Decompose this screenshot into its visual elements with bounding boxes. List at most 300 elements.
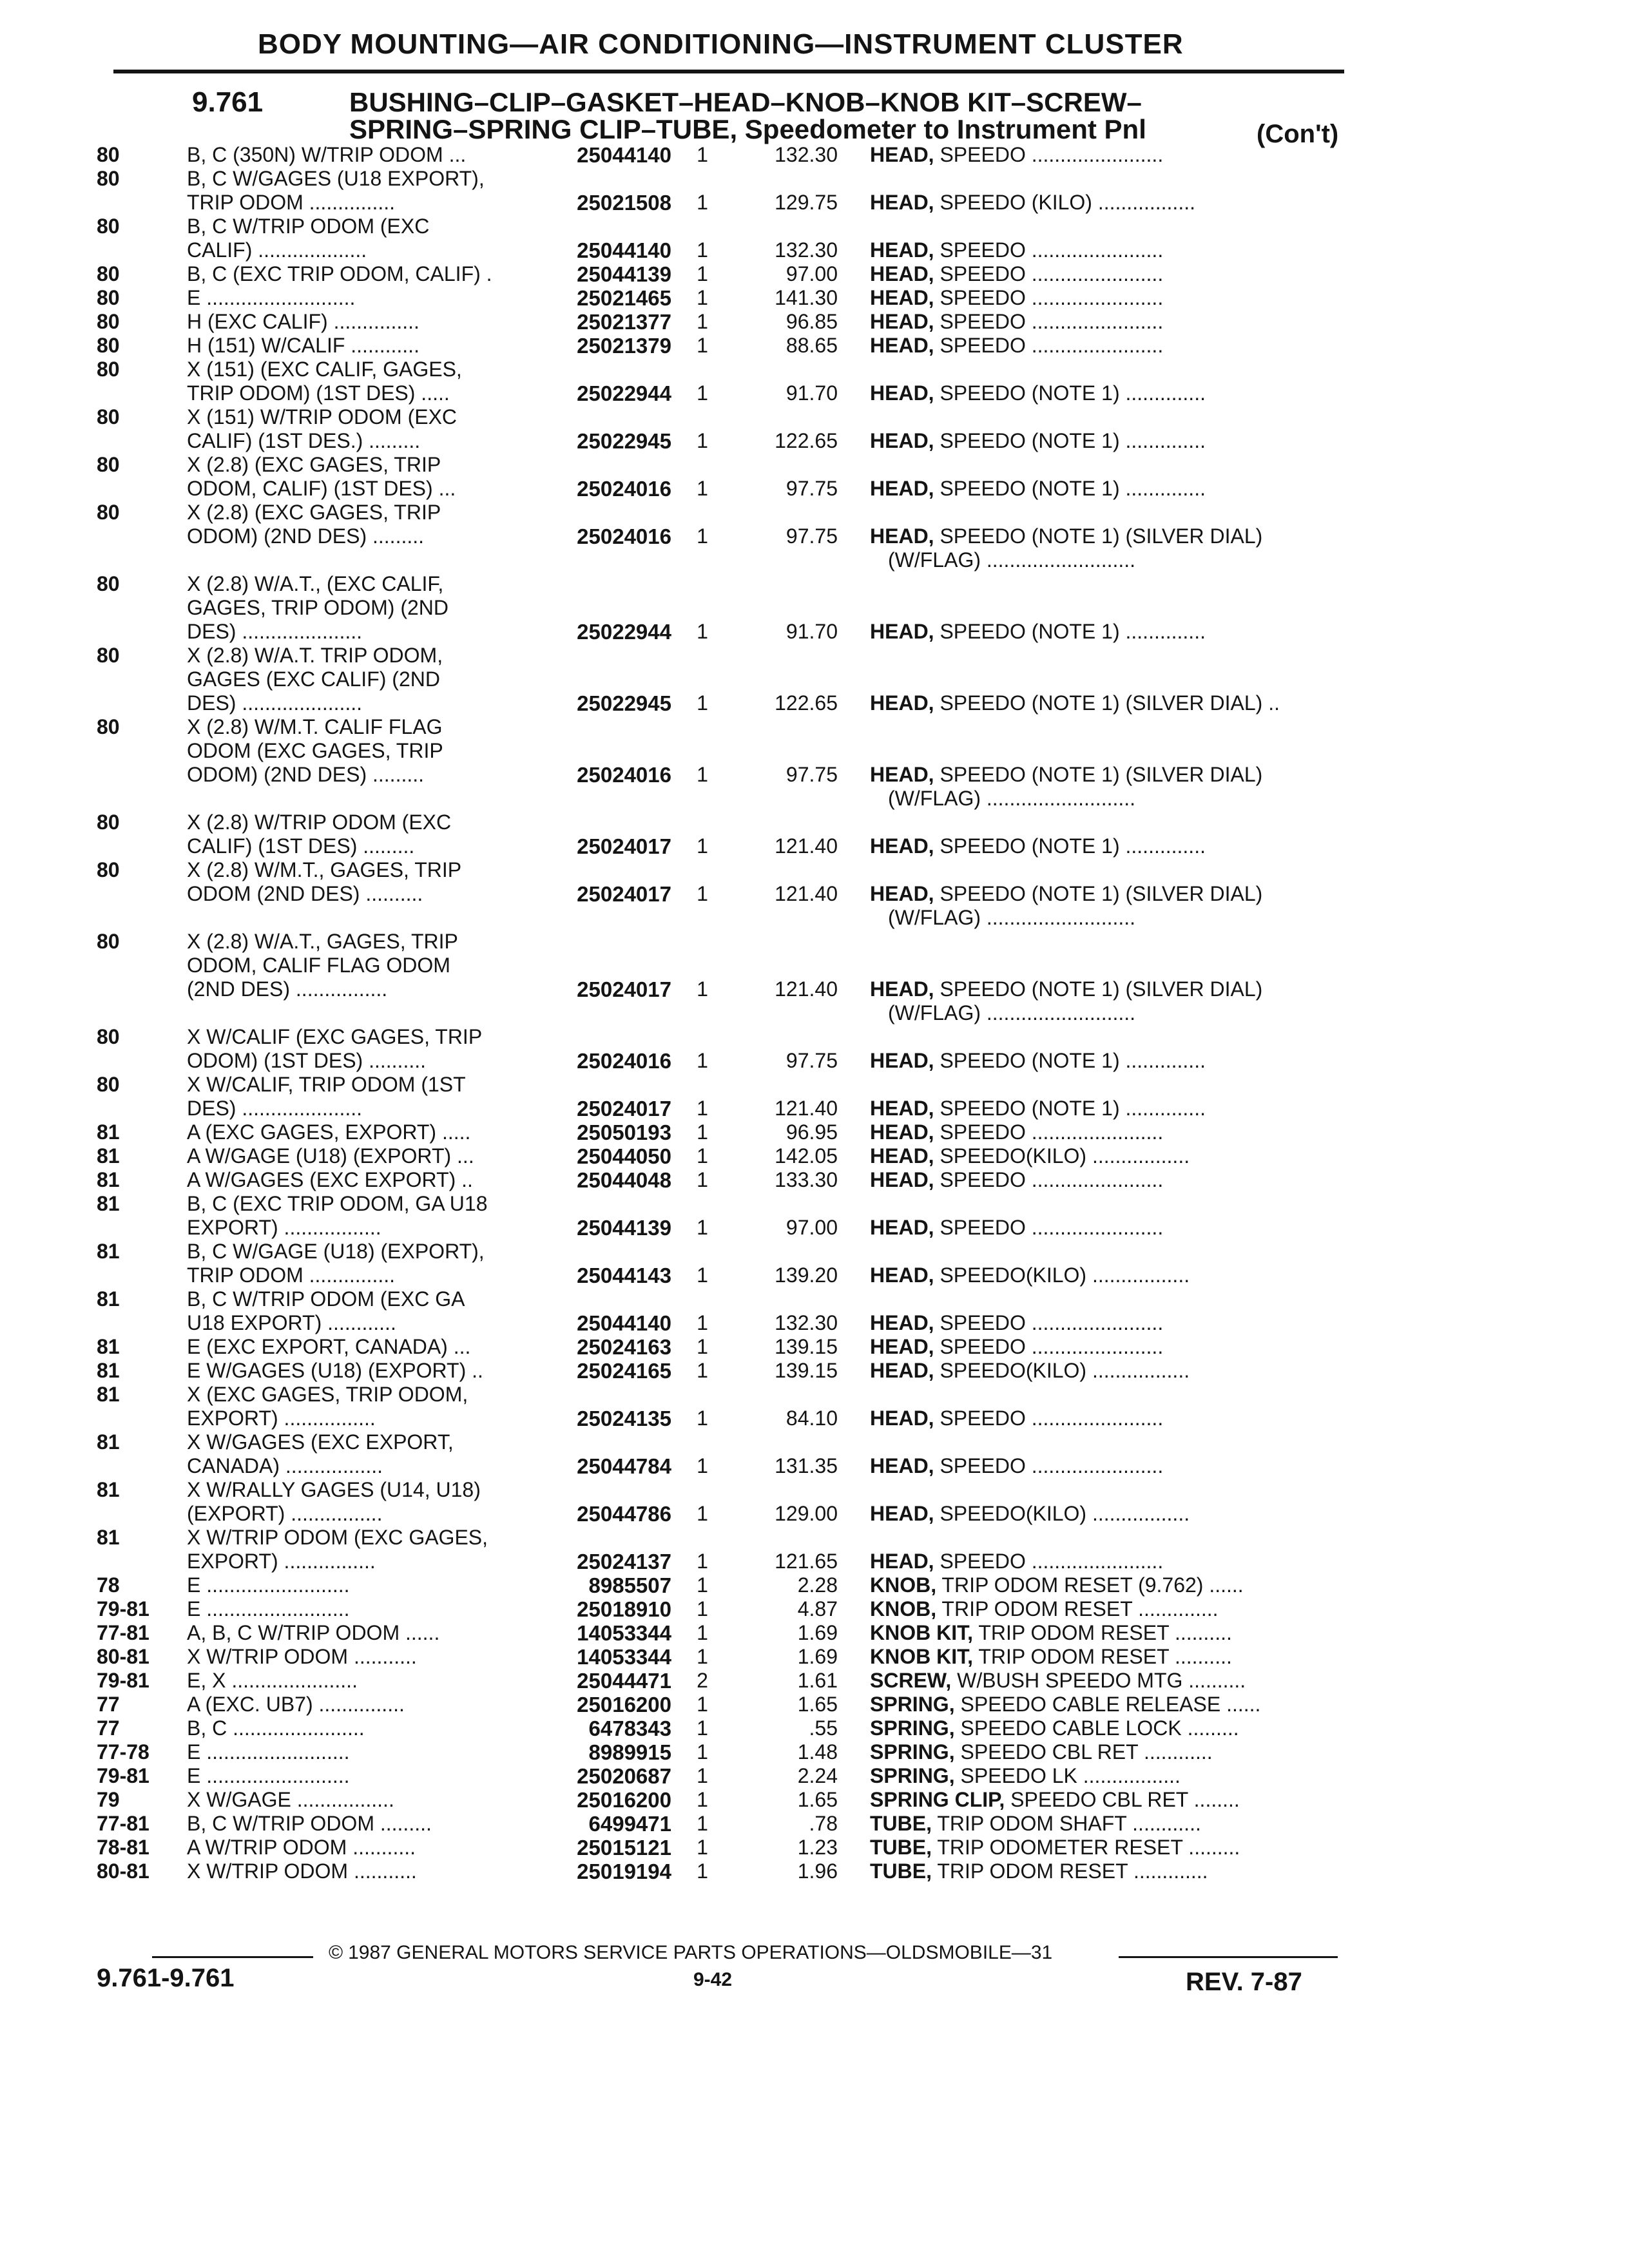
part-number: 25022944: [577, 620, 671, 644]
application-description: [187, 453, 535, 501]
part-name: [870, 310, 1334, 334]
application-description: [187, 1192, 535, 1240]
part-name-line: [870, 1311, 1334, 1335]
description-line: B, C W/TRIP ODOM (EXC GA: [187, 1287, 465, 1311]
part-number: 25024016: [577, 763, 671, 787]
price: 97.75: [786, 524, 838, 548]
application-description: [187, 1359, 535, 1383]
part-name: [870, 524, 1334, 572]
description-line: E .........................: [187, 1597, 350, 1620]
part-name-line: [870, 1597, 1334, 1621]
part-number: 25044139: [577, 1216, 671, 1240]
price: 121.40: [775, 977, 838, 1001]
part-name-bold: HEAD,: [870, 1311, 934, 1334]
description-line: X W/TRIP ODOM ...........: [187, 1645, 417, 1668]
description-line: B, C W/TRIP ODOM (EXC: [187, 215, 430, 238]
continued-label: (Con't): [1257, 120, 1339, 148]
price: .55: [809, 1716, 838, 1740]
part-number: 25024163: [577, 1335, 671, 1359]
price: 97.75: [786, 763, 838, 786]
description-line: X (151) W/TRIP ODOM (EXC: [187, 405, 458, 428]
price: 132.30: [775, 143, 838, 166]
application-description: [187, 1621, 535, 1645]
section-title-line2-bold: SPRING–SPRING CLIP–TUBE,: [349, 114, 738, 144]
application-description: [187, 1478, 535, 1526]
part-number: 25019194: [577, 1860, 671, 1883]
part-name-line: [870, 1764, 1334, 1788]
model-year: 80: [97, 1025, 120, 1048]
price: 97.00: [786, 1216, 838, 1239]
part-name-detail: SPEEDO .......................: [934, 1311, 1164, 1334]
application-description: [187, 405, 535, 453]
footer-rule-left: [152, 1956, 313, 1958]
part-name: [870, 191, 1334, 215]
model-year: 81: [97, 1335, 120, 1358]
description-line: B, C W/TRIP ODOM .........: [187, 1812, 432, 1835]
description-line: A (EXC. UB7) ...............: [187, 1693, 405, 1716]
model-year: 81: [97, 1478, 120, 1501]
application-description: [187, 1860, 535, 1883]
part-name-detail: SPEEDO .......................: [934, 1216, 1164, 1239]
part-name-bold: HEAD,: [870, 1097, 934, 1120]
part-number: 25022945: [577, 691, 671, 715]
part-name-line: [870, 834, 1334, 858]
part-number: 8989915: [588, 1740, 671, 1764]
part-name-detail: SPEEDO .......................: [934, 238, 1164, 262]
part-name-bold: HEAD,: [870, 1216, 934, 1239]
model-year: 79-81: [97, 1597, 149, 1620]
model-year: 81: [97, 1192, 120, 1215]
price: 96.85: [786, 310, 838, 333]
part-name-bold: HEAD,: [870, 238, 934, 262]
part-name-line: [870, 1144, 1334, 1168]
application-description: [187, 1693, 535, 1716]
application-description: [187, 358, 535, 405]
price: 139.15: [775, 1359, 838, 1382]
part-number: 25015121: [577, 1836, 671, 1860]
model-year: 80-81: [97, 1645, 149, 1668]
part-name-bold: HEAD,: [870, 1454, 934, 1477]
part-name: [870, 1597, 1334, 1621]
part-name-continuation: (W/FLAG) ..........................: [888, 906, 1136, 929]
part-name-detail: SPEEDO (NOTE 1) (SILVER DIAL): [934, 524, 1263, 548]
description-line: X (2.8) W/TRIP ODOM (EXC: [187, 811, 452, 834]
model-year: 81: [97, 1287, 120, 1311]
part-number: 25044784: [577, 1454, 671, 1478]
application-description: [187, 1573, 535, 1597]
application-description: [187, 1836, 535, 1860]
description-line: ODOM) (2ND DES) .........: [187, 763, 425, 786]
part-name-bold: HEAD,: [870, 1502, 934, 1525]
model-year: 80: [97, 215, 120, 238]
part-name-bold: HEAD,: [870, 1264, 934, 1287]
part-name-bold: HEAD,: [870, 1359, 934, 1382]
application-description: [187, 930, 535, 1001]
quantity: 1: [697, 882, 708, 905]
description-line: E (EXC EXPORT, CANADA) ...: [187, 1335, 471, 1358]
price: 1.69: [797, 1621, 838, 1644]
part-number: 8985507: [588, 1573, 671, 1597]
part-name-detail: TRIP ODOMETER RESET .........: [932, 1836, 1240, 1859]
description-line: B, C (EXC TRIP ODOM, GA U18: [187, 1192, 488, 1215]
application-description: [187, 1025, 535, 1073]
part-name: [870, 1860, 1334, 1883]
description-line: E .........................: [187, 1764, 350, 1787]
price: 142.05: [775, 1144, 838, 1168]
part-name-line: [870, 381, 1334, 405]
application-description: [187, 572, 535, 644]
description-line: EXPORT) .................: [187, 1216, 381, 1239]
quantity: 1: [697, 1621, 708, 1644]
quantity: 1: [697, 1168, 708, 1191]
section-title: [349, 89, 1146, 143]
quantity: 1: [697, 286, 708, 309]
part-name: [870, 1740, 1334, 1764]
part-number: 25024016: [577, 524, 671, 548]
part-name-line: [870, 1836, 1334, 1860]
quantity: 1: [697, 691, 708, 715]
part-name-detail: SPEEDO .......................: [934, 310, 1164, 333]
part-name-line: [870, 1740, 1334, 1764]
model-year: 81: [97, 1383, 120, 1406]
quantity: 1: [697, 477, 708, 500]
model-year: 78: [97, 1573, 120, 1597]
part-name-bold: SPRING,: [870, 1764, 955, 1787]
description-line: DES) .....................: [187, 691, 363, 715]
part-number: 25044050: [577, 1144, 671, 1168]
part-number: 25024017: [577, 977, 671, 1001]
application-description: [187, 1383, 535, 1430]
part-name: [870, 1335, 1334, 1359]
part-name-bold: KNOB KIT,: [870, 1621, 973, 1644]
part-name-detail: SPEEDO .......................: [934, 286, 1164, 309]
quantity: 1: [697, 1120, 708, 1144]
part-name: [870, 1097, 1334, 1120]
part-name-detail: SPEEDO(KILO) .................: [934, 1264, 1190, 1287]
model-year: 80: [97, 167, 120, 190]
part-name: [870, 620, 1334, 644]
part-number: 25024137: [577, 1550, 671, 1573]
part-number: 25021377: [577, 310, 671, 334]
part-name-detail: SPEEDO .......................: [934, 1454, 1164, 1477]
part-name-bold: HEAD,: [870, 691, 934, 715]
part-name-line: [870, 1860, 1334, 1883]
quantity: 1: [697, 1264, 708, 1287]
price: 2.28: [797, 1573, 838, 1597]
description-line: TRIP ODOM ...............: [187, 1264, 395, 1287]
description-line: X (151) (EXC CALIF, GAGES,: [187, 358, 462, 381]
part-name: [870, 763, 1334, 811]
application-description: [187, 1669, 535, 1693]
part-name-line: [870, 1716, 1334, 1740]
part-name: [870, 1693, 1334, 1716]
part-name: [870, 834, 1334, 858]
description-line: TRIP ODOM ...............: [187, 191, 395, 214]
part-number: 14053344: [577, 1645, 671, 1669]
description-line: A W/TRIP ODOM ...........: [187, 1836, 416, 1859]
part-number: 25020687: [577, 1764, 671, 1788]
application-description: [187, 1430, 535, 1478]
application-description: [187, 1168, 535, 1192]
description-line: ODOM, CALIF FLAG ODOM: [187, 954, 450, 977]
part-number: 6499471: [588, 1812, 671, 1836]
description-line: EXPORT) ................: [187, 1550, 376, 1573]
quantity: 1: [697, 977, 708, 1001]
price: 91.70: [786, 620, 838, 643]
part-name: [870, 262, 1334, 286]
description-line: X W/GAGE .................: [187, 1788, 394, 1811]
application-description: [187, 262, 535, 286]
model-year: 79-81: [97, 1669, 149, 1692]
part-name: [870, 1264, 1334, 1287]
part-name-line: [870, 1693, 1334, 1716]
quantity: 1: [697, 1454, 708, 1477]
model-year: 81: [97, 1430, 120, 1454]
part-name: [870, 1359, 1334, 1383]
price: 1.69: [797, 1645, 838, 1668]
price: 97.75: [786, 477, 838, 500]
part-name-detail: SPEEDO CBL RET ........: [1005, 1788, 1240, 1811]
part-name-line: [870, 1645, 1334, 1669]
quantity: 1: [697, 1311, 708, 1334]
description-line: X W/TRIP ODOM ...........: [187, 1860, 417, 1883]
part-name-bold: HEAD,: [870, 763, 934, 786]
quantity: 1: [697, 1788, 708, 1811]
application-description: [187, 1526, 535, 1573]
application-description: [187, 1740, 535, 1764]
application-description: [187, 1788, 535, 1812]
part-name-line: [870, 1120, 1334, 1144]
part-name-line: [870, 477, 1334, 501]
description-line: CALIF) (1ST DES) .........: [187, 834, 415, 858]
description-line: X (2.8) (EXC GAGES, TRIP: [187, 501, 441, 524]
part-name-line: [870, 1621, 1334, 1645]
part-name-bold: HEAD,: [870, 977, 934, 1001]
part-name-detail: SPEEDO .......................: [934, 1407, 1164, 1430]
part-name-bold: SCREW,: [870, 1669, 952, 1692]
description-line: X W/RALLY GAGES (U14, U18): [187, 1478, 481, 1501]
description-line: B, C (EXC TRIP ODOM, CALIF) .: [187, 262, 492, 285]
price: 139.20: [775, 1264, 838, 1287]
description-line: H (151) W/CALIF ............: [187, 334, 419, 357]
part-name-detail: SPEEDO .......................: [934, 1120, 1164, 1144]
part-name-line: [870, 1359, 1334, 1383]
price: 1.65: [797, 1693, 838, 1716]
quantity: 1: [697, 834, 708, 858]
model-year: 80: [97, 501, 120, 524]
part-name-line: [870, 1407, 1334, 1430]
part-name: [870, 1454, 1334, 1478]
model-year: 77-81: [97, 1621, 149, 1644]
description-line: H (EXC CALIF) ...............: [187, 310, 419, 333]
part-name-bold: HEAD,: [870, 1335, 934, 1358]
part-number: 6478343: [588, 1716, 671, 1740]
description-line: CANADA) .................: [187, 1454, 383, 1477]
model-year: 78-81: [97, 1836, 149, 1859]
part-name-detail: SPEEDO (NOTE 1) ..............: [934, 1049, 1206, 1072]
part-number: 25018910: [577, 1597, 671, 1621]
description-line: X (2.8) W/A.T., GAGES, TRIP: [187, 930, 458, 953]
part-name-line: [870, 882, 1334, 906]
part-name-detail: SPEEDO .......................: [934, 1335, 1164, 1358]
quantity: 1: [697, 1144, 708, 1168]
part-number: 25024017: [577, 882, 671, 906]
part-name: [870, 1216, 1334, 1240]
quantity: 1: [697, 1502, 708, 1525]
application-description: [187, 1597, 535, 1621]
quantity: 1: [697, 262, 708, 285]
part-name: [870, 1716, 1334, 1740]
part-number: 25044140: [577, 143, 671, 167]
part-name-line: [870, 1812, 1334, 1836]
part-name-detail: SPEEDO (NOTE 1) (SILVER DIAL): [934, 977, 1263, 1001]
part-name-line: [870, 286, 1334, 310]
application-description: [187, 1645, 535, 1669]
part-name-bold: HEAD,: [870, 882, 934, 905]
model-year: 80: [97, 572, 120, 595]
quantity: 1: [697, 1716, 708, 1740]
description-line: E, X ......................: [187, 1669, 358, 1692]
description-line: A, B, C W/TRIP ODOM ......: [187, 1621, 440, 1644]
part-name-detail: SPEEDO(KILO) .................: [934, 1502, 1190, 1525]
part-name-bold: SPRING CLIP,: [870, 1788, 1005, 1811]
part-name-detail: SPEEDO(KILO) .................: [934, 1144, 1190, 1168]
description-line: E .........................: [187, 1740, 350, 1763]
description-line: ODOM (EXC GAGES, TRIP: [187, 739, 443, 762]
part-name-line: [870, 262, 1334, 286]
part-name-bold: SPRING,: [870, 1740, 955, 1763]
part-name-bold: HEAD,: [870, 143, 934, 166]
model-year: 81: [97, 1120, 120, 1144]
part-name-line: [870, 763, 1334, 787]
description-line: X (2.8) W/A.T. TRIP ODOM,: [187, 644, 443, 667]
section-title-line2-rest: Speedometer to Instrument Pnl: [737, 114, 1146, 144]
description-line: CALIF) (1ST DES.) .........: [187, 429, 421, 452]
quantity: 1: [697, 1049, 708, 1072]
quantity: 1: [697, 1597, 708, 1620]
part-name: [870, 1049, 1334, 1073]
part-number: 25021465: [577, 286, 671, 310]
part-name: [870, 1407, 1334, 1430]
description-line: A W/GAGE (U18) (EXPORT) ...: [187, 1144, 474, 1168]
quantity: 1: [697, 1812, 708, 1835]
quantity: 1: [697, 1097, 708, 1120]
description-line: A (EXC GAGES, EXPORT) .....: [187, 1120, 471, 1144]
model-year: 81: [97, 1240, 120, 1263]
price: .78: [809, 1812, 838, 1835]
application-description: [187, 1764, 535, 1788]
part-name: [870, 1311, 1334, 1335]
description-line: X (2.8) (EXC GAGES, TRIP: [187, 453, 441, 476]
part-name: [870, 1550, 1334, 1573]
part-name-bold: HEAD,: [870, 262, 934, 285]
part-name-bold: HEAD,: [870, 1049, 934, 1072]
section-title-line2: [349, 116, 1146, 143]
quantity: 1: [697, 1335, 708, 1358]
part-name-line: [870, 620, 1334, 644]
part-name-line: [870, 1454, 1334, 1478]
part-name: [870, 1573, 1334, 1597]
part-number: 25021508: [577, 191, 671, 215]
description-line: GAGES, TRIP ODOM) (2ND: [187, 596, 448, 619]
description-line: X W/TRIP ODOM (EXC GAGES,: [187, 1526, 488, 1549]
part-name-detail: SPEEDO (NOTE 1) ..............: [934, 1097, 1206, 1120]
part-name-line: [870, 1502, 1334, 1526]
description-line: E ..........................: [187, 286, 356, 309]
part-name-detail: SPEEDO .......................: [934, 1550, 1164, 1573]
price: 121.40: [775, 834, 838, 858]
description-line: B, C (350N) W/TRIP ODOM ...: [187, 143, 467, 166]
part-name: [870, 1621, 1334, 1645]
part-name-detail: SPEEDO CABLE LOCK .........: [954, 1716, 1239, 1740]
part-name-bold: TUBE,: [870, 1812, 932, 1835]
part-name-detail: SPEEDO (NOTE 1) (SILVER DIAL): [934, 882, 1263, 905]
description-line: EXPORT) ................: [187, 1407, 376, 1430]
part-name-bold: TUBE,: [870, 1860, 932, 1883]
description-line: E .........................: [187, 1573, 350, 1597]
part-name: [870, 882, 1334, 930]
part-name: [870, 477, 1334, 501]
part-name: [870, 429, 1334, 453]
quantity: 1: [697, 381, 708, 405]
description-line: X (EXC GAGES, TRIP ODOM,: [187, 1383, 468, 1406]
price: 84.10: [786, 1407, 838, 1430]
description-line: X (2.8) W/M.T. CALIF FLAG: [187, 715, 443, 738]
model-year: 80: [97, 811, 120, 834]
part-name-detail: SPEEDO .......................: [934, 143, 1164, 166]
footer-revision: REV. 7-87: [1186, 1968, 1302, 1996]
page-header-title: BODY MOUNTING—AIR CONDITIONING—INSTRUMENT CLUSTER: [258, 28, 1184, 60]
price: 121.40: [775, 1097, 838, 1120]
part-number: 25024135: [577, 1407, 671, 1430]
part-name-bold: HEAD,: [870, 429, 934, 452]
description-line: (2ND DES) ................: [187, 977, 388, 1001]
price: 97.00: [786, 262, 838, 285]
part-number: 25044786: [577, 1502, 671, 1526]
model-year: 80: [97, 858, 120, 881]
part-name-detail: TRIP ODOM RESET ..............: [936, 1597, 1219, 1620]
part-name-bold: HEAD,: [870, 286, 934, 309]
part-name-bold: HEAD,: [870, 1168, 934, 1191]
part-name: [870, 1812, 1334, 1836]
part-number: 25024016: [577, 1049, 671, 1073]
price: 129.00: [775, 1502, 838, 1525]
part-number: 25016200: [577, 1788, 671, 1812]
part-name-line: [870, 238, 1334, 262]
quantity: 1: [697, 524, 708, 548]
model-year: 80: [97, 286, 120, 309]
part-name-bold: HEAD,: [870, 381, 934, 405]
price: 121.65: [775, 1550, 838, 1573]
price: 121.40: [775, 882, 838, 905]
part-number: 25044139: [577, 262, 671, 286]
description-line: TRIP ODOM) (1ST DES) .....: [187, 381, 450, 405]
quantity: 1: [697, 1693, 708, 1716]
price: 141.30: [775, 286, 838, 309]
application-description: [187, 811, 535, 858]
part-name: [870, 334, 1334, 358]
description-line: B, C W/GAGE (U18) (EXPORT),: [187, 1240, 485, 1263]
part-name-line: [870, 977, 1334, 1001]
application-description: [187, 286, 535, 310]
part-name-detail: W/BUSH SPEEDO MTG ..........: [951, 1669, 1246, 1692]
description-line: GAGES (EXC CALIF) (2ND: [187, 668, 440, 691]
quantity: 1: [697, 1860, 708, 1883]
part-name-bold: HEAD,: [870, 1120, 934, 1144]
header-rule: [113, 70, 1344, 73]
price: 132.30: [775, 238, 838, 262]
part-name-line: [870, 1097, 1334, 1120]
